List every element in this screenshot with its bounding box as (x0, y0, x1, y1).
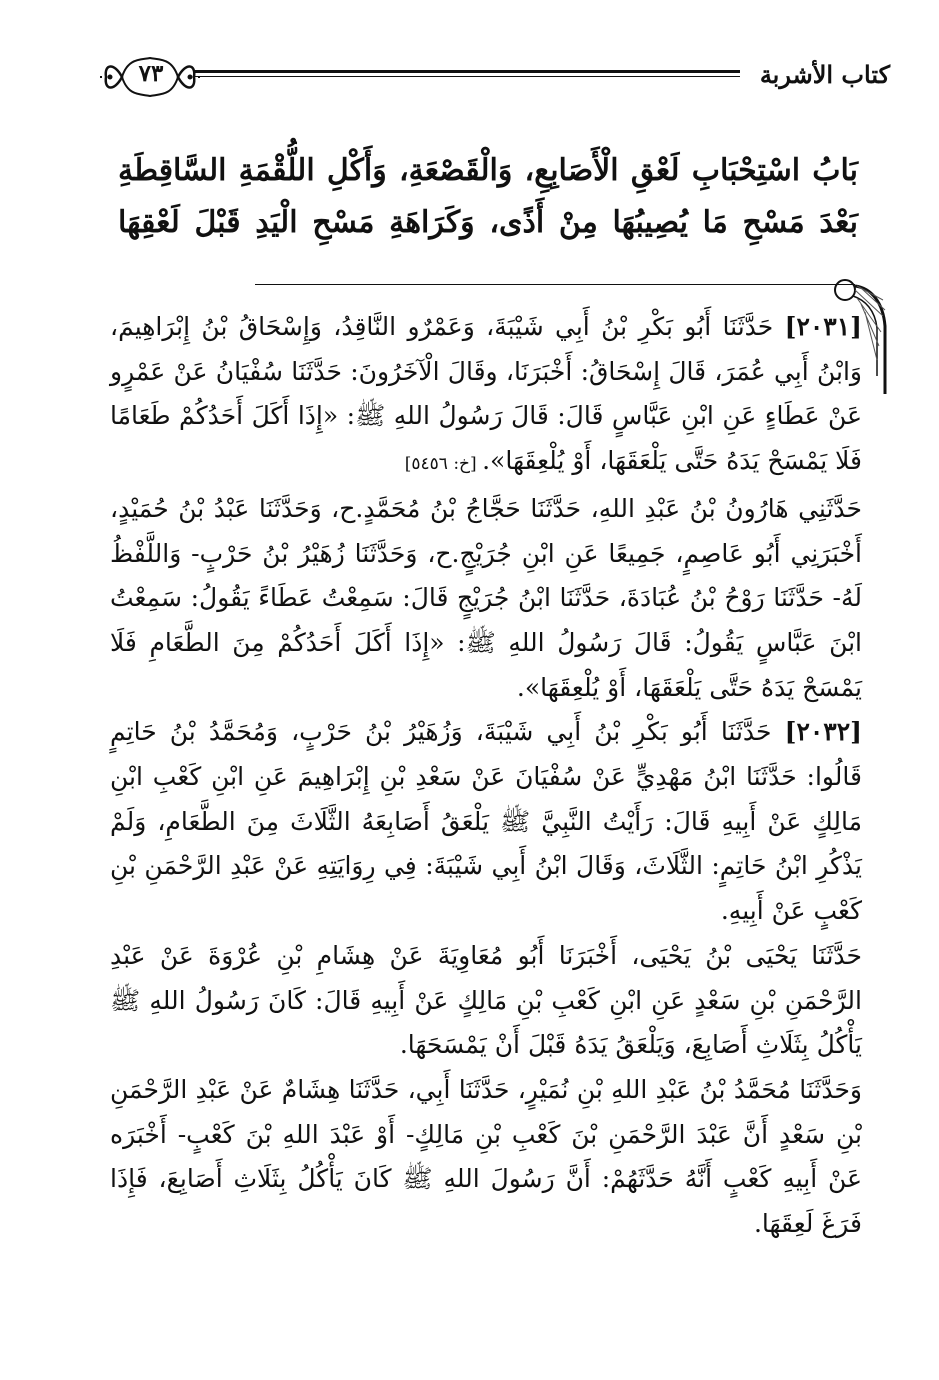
paragraph (110, 1068, 862, 1247)
page-number: ٧٣ (138, 60, 164, 87)
paragraph-text: حَدَّثَنَا أَبُو بَكْرِ بْنُ أَبِي شَيْبَةَ، وَزُهَيْرُ بْنُ حَرْبٍ، وَمُحَمَّدُ بْنُ حَاتِمٍ قَالُوا: حَدَّثَنَا ابْنُ مَهْدِيٍّ عَنْ سُفْيَانَ عَنْ سَعْدِ بْنِ إِبْرَاهِيمَ عَنِ ابْنِ كَعْبِ ابْنِ مَالِكٍ عَنْ أَبِيهِ قَالَ: رَأَيْتُ النَّبِيَّ ﷺ يَلْعَقُ أَصَابِعَهُ الثَّلَاثَ مِنَ الطَّعَامِ، وَلَمْ يَذْكُرِ ابْنُ حَاتِمٍ: الثَّلَاثَ، وَقَالَ ابْنُ أَبِي شَيْبَةَ: فِي رِوَايَتِهِ عَنْ عَبْدِ الرَّحْمَنِ بْنِ كَعْبٍ عَنْ أَبِيهِ. (110, 717, 862, 926)
paragraph-text: حَدَّثَنِي هَارُونُ بْنُ عَبْدِ اللهِ، حَدَّثَنَا حَجَّاجُ بْنُ مُحَمَّدٍ.ح، وَحَدَّثَنَا عَبْدُ بْنُ حُمَيْدٍ، أَخْبَرَنِي أَبُو عَاصِمٍ، جَمِيعًا عَنِ ابْنِ جُرَيْجٍ.ح، وَحَدَّثَنَا زُهَيْرُ بْنُ حَرْبٍ- وَاللَّفْظُ لَهُ- حَدَّثَنَا رَوْحُ بْنُ عُبَادَةَ، حَدَّثَنَا ابْنُ جُرَيْجٍ قَالَ: سَمِعْتُ عَطَاءً يَقُولُ: سَمِعْتُ ابْنَ عَبَّاسٍ يَقُولُ: قَالَ رَسُولُ اللهِ ﷺ: «إِذَا أَكَلَ أَحَدُكُمْ مِنَ الطَّعَامِ فَلَا يَمْسَحْ يَدَهُ حَتَّى يَلْعَقَهَا، أَوْ يُلْعِقَهَا». (110, 493, 862, 702)
cross-reference: [خ: ٥٤٥٦] (404, 454, 483, 475)
header-rule (195, 70, 740, 77)
paragraph (110, 305, 862, 487)
paragraph-text: حَدَّثَنَا أَبُو بَكْرِ بْنُ أَبِي شَيْبَةَ، وَعَمْرٌو النَّاقِدُ، وَإِسْحَاقُ بْنُ إِبْرَاهِيمَ، وَابْنُ أَبِي عُمَرَ، قَالَ إِسْحَاقُ: أَخْبَرَنَا، وقَالَ الْآخَرُونَ: حَدَّثَنَا سُفْيَانُ عَنْ عَمْرٍو عَنْ عَطَاءٍ عَنِ ابْنِ عَبَّاسٍ قَالَ: قَالَ رَسُولُ اللهِ ﷺ: «إِذَا أَكَلَ أَحَدُكُمْ طَعَامًا فَلَا يَمْسَحْ يَدَهُ حَتَّى يَلْعَقَهَا، أَوْ يُلْعِقَهَا». (110, 312, 862, 476)
hadith-number: [٢٠٣١] (784, 312, 862, 341)
running-title: كتاب الأشربة (759, 60, 890, 89)
page-header (100, 52, 890, 102)
paragraph-text: حَدَّثَنَا يَحْيَى بْنُ يَحْيَى، أَخْبَرَنَا أَبُو مُعَاوِيَةَ عَنْ هِشَامِ بْنِ عُرْوَةَ عَنْ عَبْدِ الرَّحْمَنِ بْنِ سَعْدٍ عَنِ ابْنِ كَعْبِ بْنِ مَالِكٍ عَنْ أَبِيهِ قَالَ: كَانَ رَسُولُ اللهِ ﷺ يَأْكُلُ بِثَلَاثِ أَصَابِعَ، وَيَلْعَقُ يَدَهُ قَبْلَ أَنْ يَمْسَحَهَا. (110, 940, 862, 1060)
paragraph-text: وَحَدَّثَنَا مُحَمَّدُ بْنُ عَبْدِ اللهِ بْنِ نُمَيْرٍ، حَدَّثَنَا أَبِي، حَدَّثَنَا هِشَامٌ عَنْ عَبْدِ الرَّحْمَنِ بْنِ سَعْدٍ أَنَّ عَبْدَ الرَّحْمَنِ بْنَ كَعْبِ بْنِ مَالِكٍ- أَوْ عَبْدَ اللهِ بْنَ كَعْبٍ- أَخْبَرَه عَنْ أَبِيهِ كَعْبٍ أَنَّهُ حَدَّثَهُمْ: أَنَّ رَسُولَ اللهِ ﷺ كَانَ يَأْكُلُ بِثَلَاثِ أَصَابِعَ، فَإِذَا فَرَغَ لَعِقَهَا. (110, 1074, 862, 1239)
chapter-heading: بَابُ اسْتِحْبَابِ لَعْقِ الْأَصَابِعِ، وَالْقَصْعَةِ، وَأَكْلِ اللُّقْمَةِ السَّاقِطَةِ بَعْدَ مَسْحِ مَا يُصِيبُهَا مِنْ أَذًى، وَكَرَاهَةِ مَسْحِ الْيَدِ قَبْلَ لَعْقِهَا (118, 153, 858, 240)
hadith-number: [٢٠٣٢] (784, 717, 862, 747)
paragraph (110, 710, 862, 934)
hadith-text (110, 305, 862, 1247)
paragraph (110, 934, 862, 1068)
paragraph (110, 487, 862, 711)
text-frame-rule (255, 284, 855, 285)
